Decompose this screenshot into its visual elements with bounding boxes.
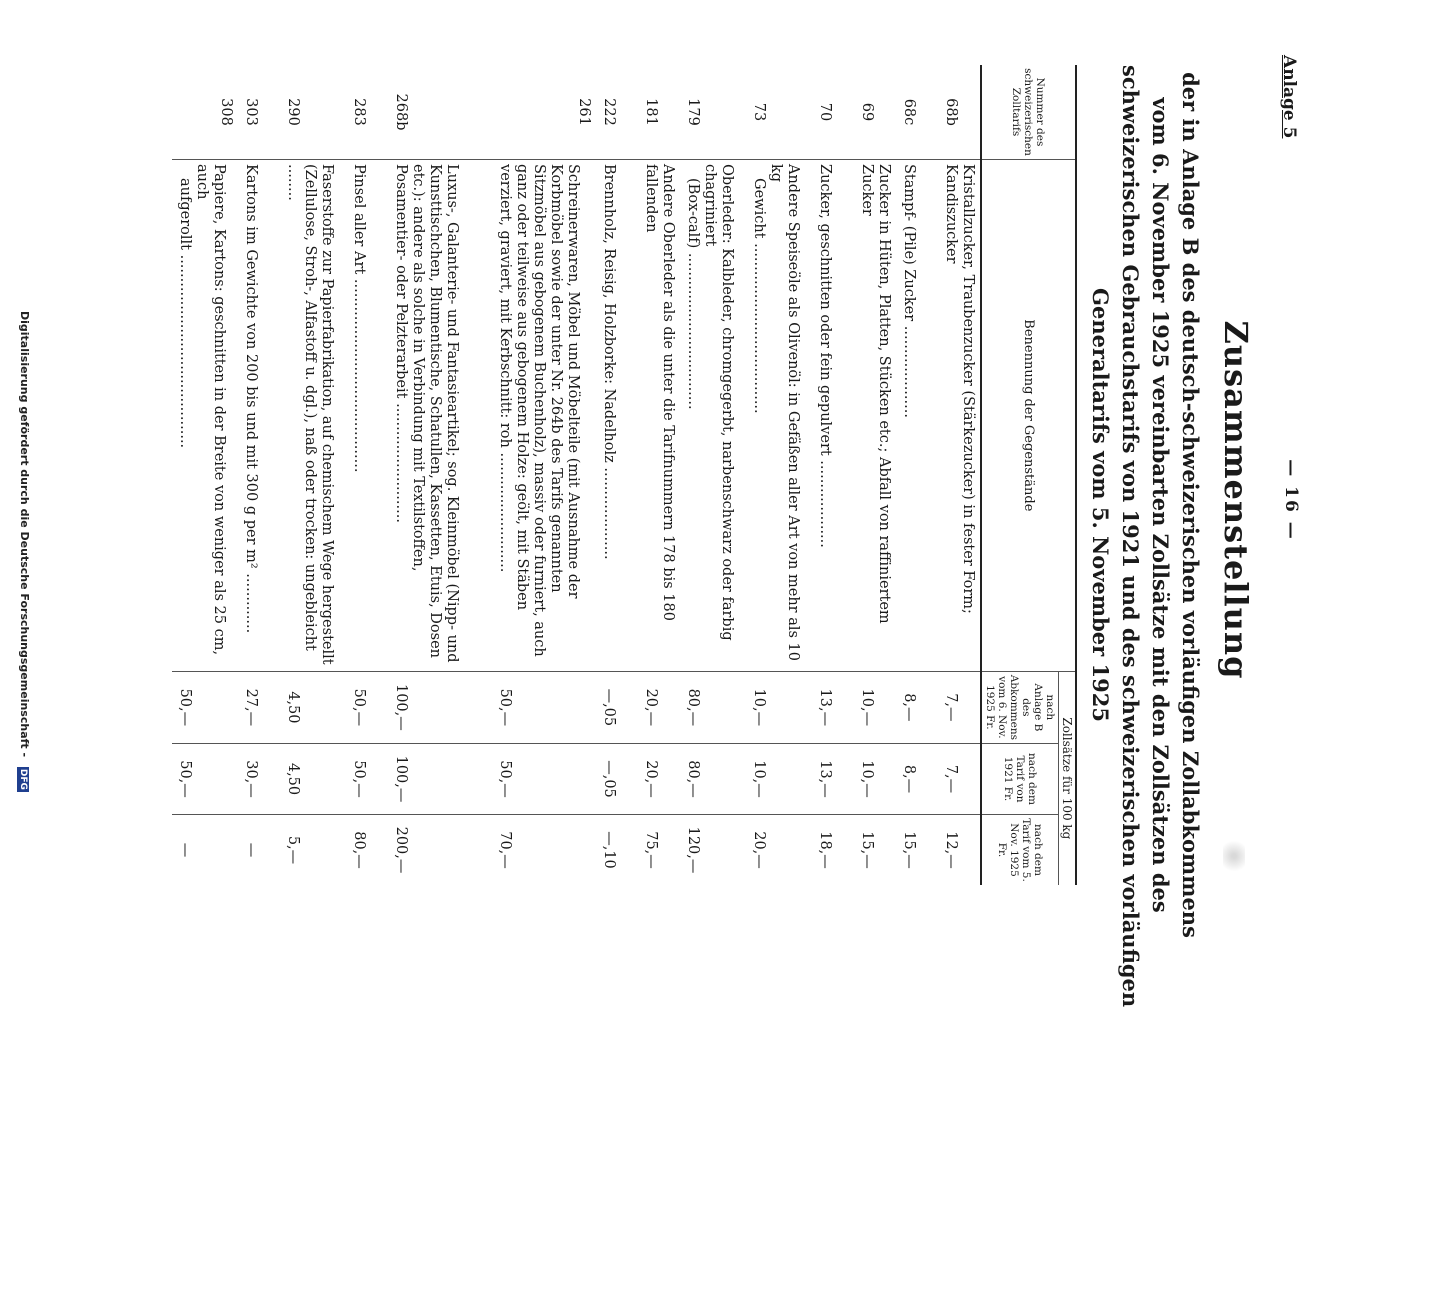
item-description: Schreinerwaren, Möbel und Möbelteile (mit Ausnahme der Korbmöbel sowie der unter Nr. 264b des Tarifs genannten Sitzmöbel aus gebogenem Buchenholz), massiv oder furniert, auch ganz oder teilweise aus gebogenem Holze: geölt, mit Stäben verziert, graviert, mit Kerbschnitt: roh .......................... (492, 160, 596, 672)
table-row (854, 65, 896, 885)
col-header-c2: nach dem Tarif von 1921 Fr. (981, 744, 1059, 815)
document-page (127, 55, 1307, 1008)
item-description-line: Papiere, Kartons: geschnitten in der Breite von weniger als 25 cm, auch (194, 164, 227, 656)
rate-agreement: —,05 (596, 671, 638, 743)
table-row (680, 65, 746, 885)
rate-1925: 200,— (388, 815, 492, 886)
rate-1925: 20,— (746, 815, 812, 886)
item-description: Brennholz, Reisig, Holzborke: Nadelholz .................... (596, 160, 638, 672)
table-row (638, 65, 680, 885)
item-description: Zucker in Hüten, Platten, Stücken etc.; Abfall von raffiniertem Zucker (854, 160, 896, 672)
subtitle-line: der in Anlage B des deutsch-schweizerischen vorläufigen Zollabkommens (1178, 72, 1203, 938)
rate-1921: 80,— (680, 744, 746, 815)
document-subtitle (1085, 65, 1205, 1008)
rate-1921: 8,— (896, 744, 938, 815)
col-header-c3: nach dem Tarif vom 5. Nov. 1925 Fr. (981, 815, 1059, 886)
tariff-number: 70 (817, 102, 833, 122)
table-row (238, 65, 280, 885)
tariff-number: 308 (218, 98, 234, 126)
rate-1925: 18,— (812, 815, 854, 886)
item-description-line: Gewicht ..................................... (751, 178, 767, 414)
item-description: Zucker, geschnitten oder fein gepulvert ................... (812, 160, 854, 672)
item-description: Faserstoffe zur Papierfabrikation, auf chemischem Wege hergestellt (Zellulose, Stroh-, Alfastoff u. dgl.), naß oder trocken: ungebleicht ........ (280, 160, 346, 672)
tariff-number: 283 (351, 98, 367, 126)
rate-1921: 30,— (238, 744, 280, 815)
rate-1921: 7,— (938, 744, 981, 815)
rate-1925: 15,— (896, 815, 938, 886)
rate-1925: 15,— (854, 815, 896, 886)
table-row (596, 65, 638, 885)
rate-agreement: 20,— (638, 671, 680, 743)
rate-agreement: 50,— (172, 671, 238, 743)
rate-agreement: 4,50 (280, 671, 346, 743)
rate-agreement: 100,— (388, 671, 492, 743)
item-description: Luxus-, Galanterie- und Fantasieartikel; sog. Kleinmöbel (Nipp- und Kunsttischchen, Blumentische, Schatullen, Kassetten, Etuis, Dosen etc.): andere als solche in Verbindung mit Textilstoffen, Posamentier- oder Pelzterarbeit .......................... (388, 160, 492, 672)
rate-1925: 70,— (492, 815, 596, 886)
rate-1925: 80,— (346, 815, 388, 886)
tariff-number: 179 (685, 98, 701, 126)
table-row (492, 65, 596, 885)
table-row (172, 65, 238, 885)
rate-1925: 75,— (638, 815, 680, 886)
col-header-nr: Nummer des schweizerischen Zolltarifs (981, 65, 1076, 160)
rate-1925: 5,— (280, 815, 346, 886)
tariff-table (172, 65, 1077, 885)
page-number: — 16 — (1281, 459, 1301, 541)
item-description: Kartons im Gewichte von 200 bis und mit 300 g per m² ............. (238, 160, 280, 672)
table-row (896, 65, 938, 885)
rate-1921: 10,— (746, 744, 812, 815)
rate-1921: 4,50 (280, 744, 346, 815)
item-description (746, 160, 812, 672)
item-description: Kristallzucker, Traubenzucker (Stärkezucker) in fester Form; Kandiszucker (938, 160, 981, 672)
tariff-number: 261 (576, 98, 592, 126)
table-row (938, 65, 981, 885)
rate-1921: 100,— (388, 744, 492, 815)
item-description (172, 160, 238, 672)
rate-1925: — (238, 815, 280, 886)
tariff-number: 290 (285, 98, 301, 126)
rate-1925: —,10 (596, 815, 638, 886)
col-header-c1: nach Anlage B des Abkommens vom 6. Nov. 1925 Fr. (981, 671, 1059, 743)
col-header-group: Zollsätze für 100 kg (1059, 671, 1077, 885)
subtitle-line: Generaltarifs vom 5. November 1925 (1088, 288, 1113, 722)
tariff-number: 268b (393, 93, 409, 131)
subtitle-line: schweizerischen Gebrauchstarifs von 1921 und des schweizerischen vorläufigen (1118, 65, 1143, 1008)
rate-agreement: 13,— (812, 671, 854, 743)
rate-1921: 50,— (492, 744, 596, 815)
tariff-number: 69 (859, 102, 875, 122)
table-row (812, 65, 854, 885)
table-row (388, 65, 492, 885)
item-description-line: aufgerollt .......................................... (177, 178, 193, 449)
tariff-number: 222 (601, 98, 617, 126)
rate-agreement: 50,— (346, 671, 388, 743)
item-description-line: Oberleder: Kalbleder, chromgegerbt, narbenschwarz oder farbig chagriniert (702, 164, 735, 641)
tariff-number: 73 (751, 102, 767, 122)
credit-text: Digitalisierung gefördert durch die Deutsche Forschungsgemeinschaft - (18, 311, 31, 758)
item-description (680, 160, 746, 672)
document-title: Zusammenstellung (1217, 320, 1255, 680)
rate-1925: 12,— (938, 815, 981, 886)
rate-1921: 10,— (854, 744, 896, 815)
rate-agreement: 27,— (238, 671, 280, 743)
rate-agreement: 8,— (896, 671, 938, 743)
item-description: Stampf- (Pile) Zucker .................... (896, 160, 938, 672)
rate-1925: 120,— (680, 815, 746, 886)
item-description-line: (Box-calf) .................................. (685, 178, 701, 410)
rate-1921: —,05 (596, 744, 638, 815)
rate-agreement: 10,— (854, 671, 896, 743)
subtitle-line: vom 6. November 1925 vereinbarten Zollsätze mit den Zollsätzen des (1148, 97, 1173, 913)
tariff-number: 303 (243, 98, 259, 126)
rate-agreement: 80,— (680, 671, 746, 743)
tariff-number: 68c (901, 98, 917, 126)
dfg-logo: DFG (18, 768, 28, 790)
digitization-credit (9, 311, 31, 1291)
item-description-line: Andere Speiseöle als Olivenöl: in Gefäßen aller Art von mehr als 10 kg (768, 164, 801, 661)
rate-1921: 13,— (812, 744, 854, 815)
col-header-desc: Benennung der Gegenstände (981, 160, 1076, 672)
rate-1921: 50,— (172, 744, 238, 815)
tariff-number: 181 (643, 98, 659, 126)
item-description: Pinsel aller Art .......................................... (346, 160, 388, 672)
tariff-number: 68b (943, 98, 959, 126)
rate-agreement: 7,— (938, 671, 981, 743)
rate-1921: 20,— (638, 744, 680, 815)
annex-label: Anlage 5 (1279, 55, 1299, 139)
rate-1925: — (172, 815, 238, 886)
rate-agreement: 50,— (492, 671, 596, 743)
table-row (746, 65, 812, 885)
item-description: Andere Oberleder als die unter die Tarifnummern 178 bis 180 fallenden (638, 160, 680, 672)
rate-agreement: 10,— (746, 671, 812, 743)
table-row (280, 65, 346, 885)
table-row (346, 65, 388, 885)
rate-1921: 50,— (346, 744, 388, 815)
